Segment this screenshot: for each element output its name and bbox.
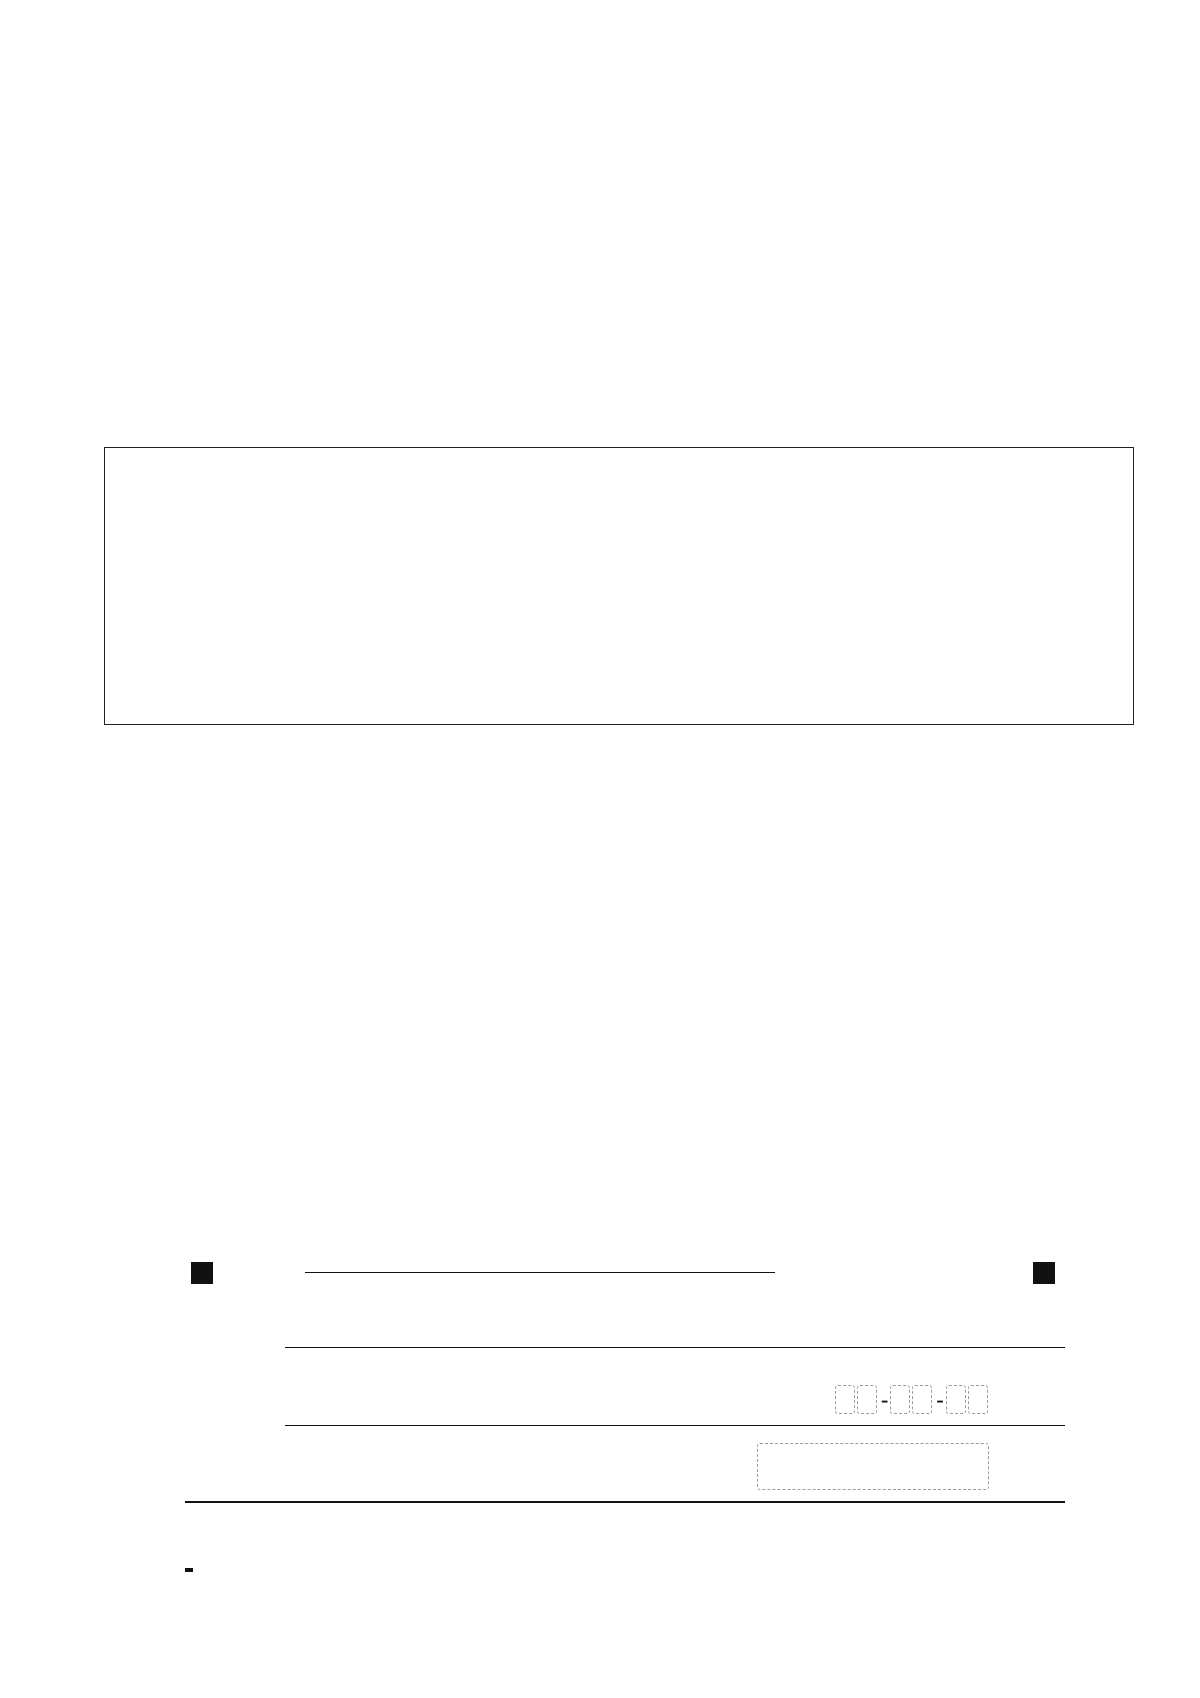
corner-marker — [1033, 1262, 1055, 1284]
cell[interactable] — [890, 1385, 910, 1414]
divider — [285, 1425, 1065, 1426]
divider — [185, 1501, 1065, 1503]
date-cells[interactable] — [835, 1385, 990, 1414]
registration-form — [185, 1245, 1085, 1605]
dash: - — [936, 1387, 944, 1412]
corner-marker — [191, 1262, 213, 1284]
divider — [285, 1347, 1065, 1348]
cell[interactable] — [968, 1385, 988, 1414]
cell[interactable] — [912, 1385, 932, 1414]
work-code-box[interactable] — [757, 1443, 989, 1490]
cell[interactable] — [835, 1385, 855, 1414]
notice-box — [104, 447, 1134, 725]
dash: - — [881, 1387, 889, 1412]
vertical-barcode-icon — [225, 1309, 251, 1469]
cell[interactable] — [857, 1385, 877, 1414]
divider — [305, 1272, 775, 1273]
cell[interactable] — [946, 1385, 966, 1414]
attention-badge — [185, 1568, 193, 1572]
